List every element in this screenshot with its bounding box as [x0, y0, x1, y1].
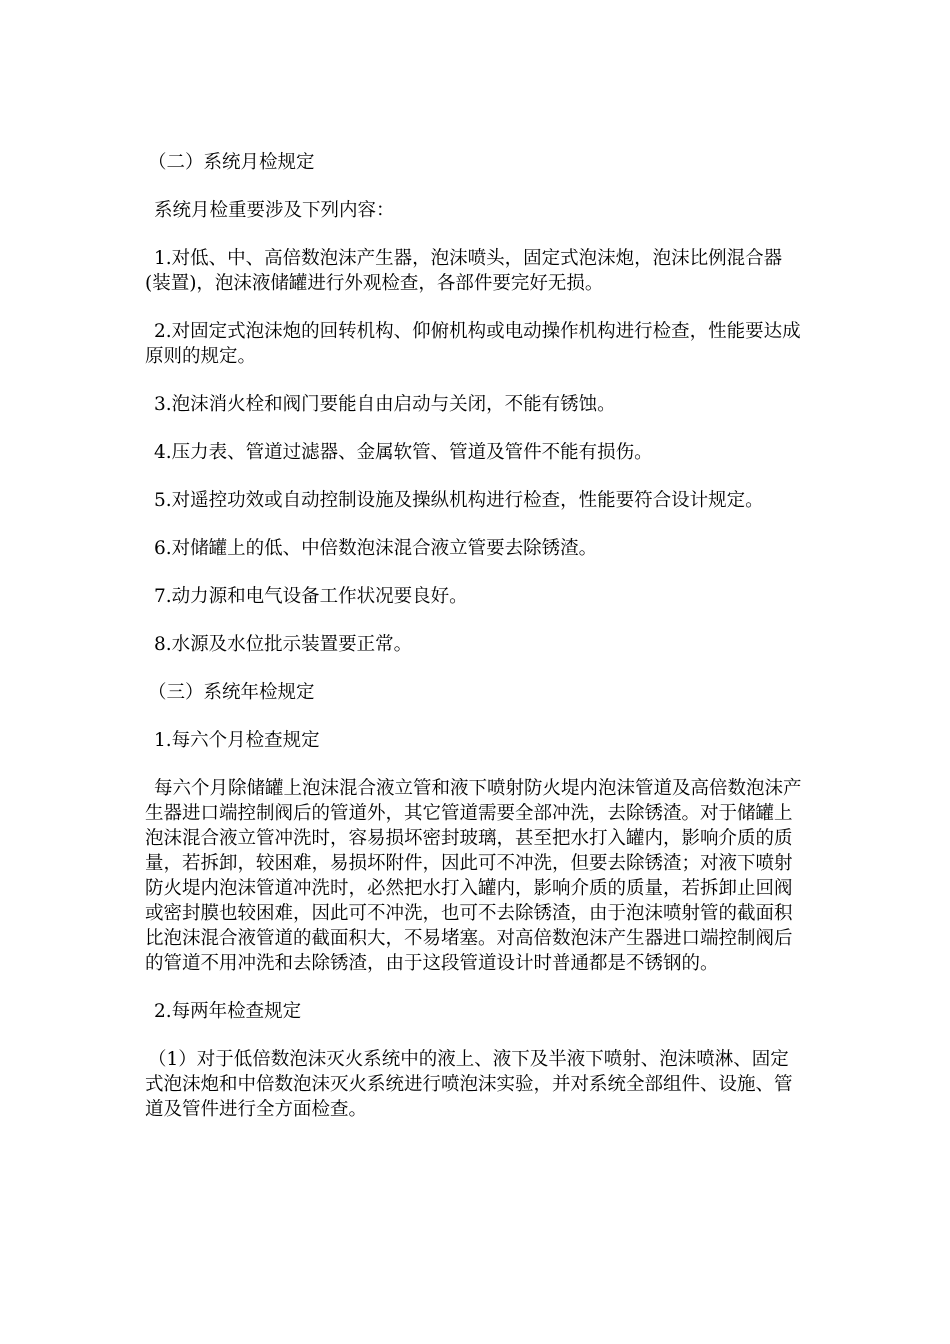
document-body — [145, 150, 805, 1145]
monthly-item-8: 8.水源及水位批示装置要正常。 — [154, 634, 413, 655]
semiannual-body: 每六个月除储罐上泡沫混合液立管和液下喷射防火堤内泡沫管道及高倍数泡沫产生器进口端控制阀后的管道外，其它管道需要全部冲洗，去除锈渣。对于储罐上泡沫混合液立管冲洗时，容易损坏密封玻璃，甚至把水打入罐内，影响介质的质量，若拆卸，较困难，易损坏附件，因此可不冲洗，但要去除锈渣；对液下喷射防火堤内泡沫管道冲洗时，必然把水打入罐内，影响介质的质量，若拆卸止回阀或密封膜也较困难，因此可不冲洗，也可不去除锈渣，由于泡沫喷射管的截面积比泡沫混合液管道的截面积大，不易堵塞。对高倍数泡沫产生器进口端控制阀后的管道不用冲洗和去除锈渣，由于这段管道设计时普通都是不锈钢的。 — [145, 778, 802, 974]
monthly-item-2: 2.对固定式泡沫炮的回转机构、仰俯机构或电动操作机构进行检查，性能要达成原则的规定。 — [145, 321, 801, 367]
section-heading-monthly: （二）系统月检规定 — [148, 152, 315, 173]
section-heading-annual: （三）系统年检规定 — [148, 682, 315, 703]
semiannual-heading: 1.每六个月检查规定 — [154, 730, 320, 751]
monthly-item-6: 6.对储罐上的低、中倍数泡沫混合液立管要去除锈渣。 — [154, 538, 598, 559]
monthly-item-3: 3.泡沫消火栓和阀门要能自由启动与关闭，不能有锈蚀。 — [154, 394, 616, 415]
biennial-heading: 2.每两年检查规定 — [154, 1001, 302, 1022]
monthly-intro: 系统月检重要涉及下列内容： — [154, 200, 395, 221]
biennial-item-1: （1）对于低倍数泡沫灭火系统中的液上、液下及半液下喷射、泡沫喷淋、固定式泡沫炮和中倍数泡沫灭火系统进行喷泡沫实验，并对系统全部组件、设施、管道及管件进行全方面检查。 — [145, 1049, 793, 1120]
monthly-item-4: 4.压力表、管道过滤器、金属软管、管道及管件不能有损伤。 — [154, 442, 653, 463]
monthly-item-7: 7.动力源和电气设备工作状况要良好。 — [154, 586, 468, 607]
monthly-item-1: 1.对低、中、高倍数泡沫产生器，泡沫喷头，固定式泡沫炮，泡沫比例混合器(装置)，泡沫液储罐进行外观检查，各部件要完好无损。 — [145, 248, 783, 294]
monthly-item-5: 5.对遥控功效或自动控制设施及操纵机构进行检查，性能要符合设计规定。 — [154, 490, 764, 511]
